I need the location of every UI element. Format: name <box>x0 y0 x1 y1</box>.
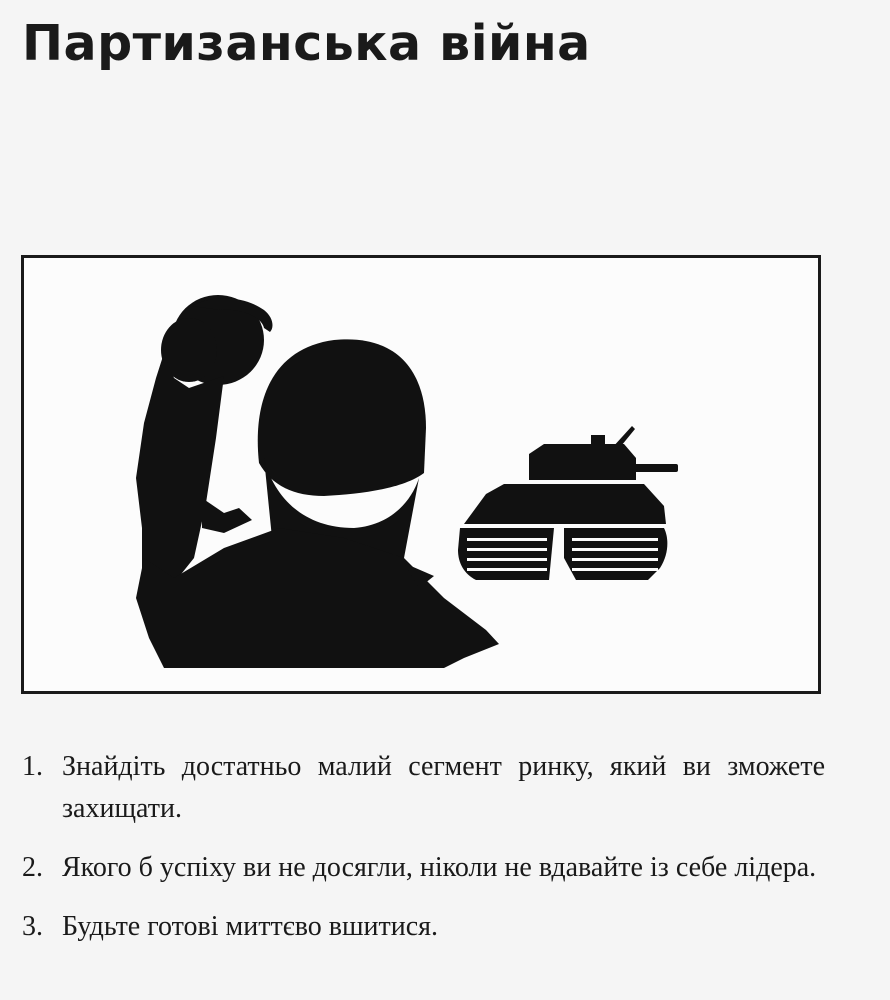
list-item <box>22 746 825 830</box>
rules-list <box>22 746 825 965</box>
list-item-text: Знайдіть достатньо малий сегмент ринку, який ви зможете захищати. <box>62 751 825 824</box>
list-item-number: 3. <box>22 911 43 942</box>
list-item-text: Будьте готові миттєво вшитися. <box>62 911 439 942</box>
list-item-number: 2. <box>22 852 43 883</box>
page-title: Партизанська війна <box>22 15 591 72</box>
tank-icon <box>458 426 678 580</box>
list-item <box>22 906 825 948</box>
illustration <box>24 258 818 691</box>
illustration-frame <box>21 255 821 694</box>
list-item <box>22 847 825 889</box>
list-item-text: Якого б успіху ви не досягли, ніколи не вдавайте із себе лідера. <box>62 852 817 883</box>
soldier-with-grenade-silhouette-icon <box>136 295 499 668</box>
list-item-number: 1. <box>22 751 43 782</box>
